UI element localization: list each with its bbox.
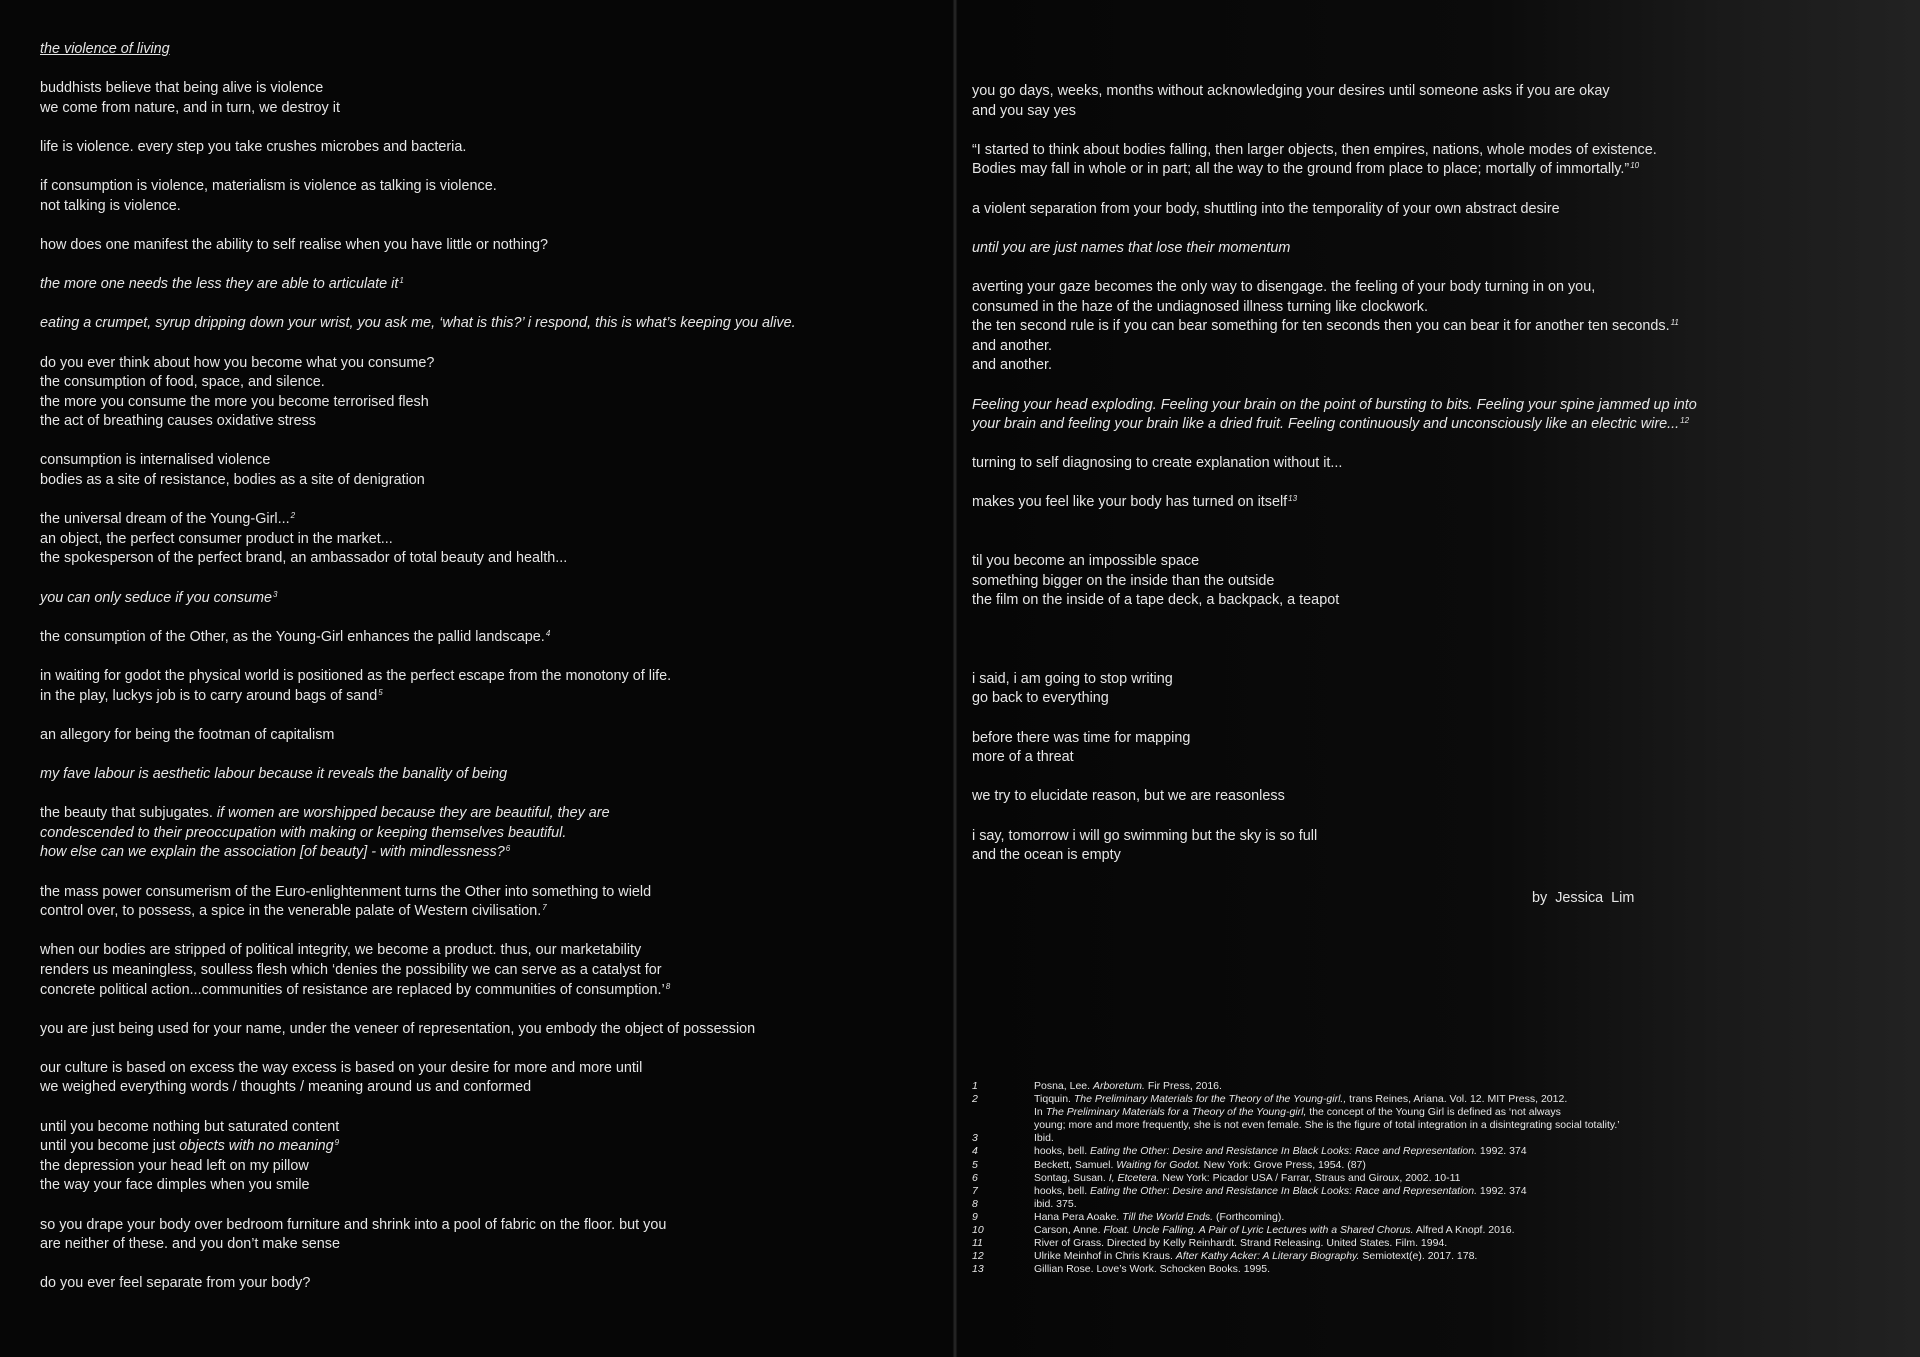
stanza-text: the beauty that subjugates. bbox=[40, 805, 217, 822]
stanza bbox=[40, 1274, 920, 1294]
stanza-text: buddhists believe that being alive is violence we come from nature, and in turn, we destroy it bbox=[40, 80, 340, 116]
footnote-title: The Preliminary Materials for the Theory of the Young-girl., bbox=[1073, 1093, 1347, 1106]
footnote-text bbox=[1034, 1145, 1872, 1158]
stanza bbox=[972, 278, 1892, 376]
stanza-text: “I started to think about bodies falling, then larger objects, then empires, nations, whole modes of existence. Bodies may fall in whole or in part; all the way to the ground from place to place; mortally of immortally.” bbox=[972, 141, 1657, 178]
footnote-row bbox=[972, 1159, 1872, 1172]
stanza bbox=[40, 1216, 920, 1255]
stanza bbox=[40, 1118, 920, 1196]
footnote-text-start: In bbox=[1034, 1106, 1046, 1119]
stanza-text: i said, i am going to stop writing go back to everything bbox=[972, 670, 1173, 707]
stanza bbox=[40, 177, 920, 216]
stanza bbox=[972, 729, 1892, 768]
stanza-text: an allegory for being the footman of capitalism bbox=[40, 726, 335, 743]
stanza-text: do you ever think about how you become what you consume? the consumption of food, space, and silence. the more you consume the more you become terrorised flesh the act of breathing causes oxidative stress bbox=[40, 354, 435, 430]
footnote-title: Eating the Other: Desire and Resistance In Black Looks: Race and Representation. bbox=[1090, 1184, 1478, 1197]
stanza-text: so you drape your body over bedroom furniture and shrink into a pool of fabric on the floor. but you are neither of these. and you don’t make sense bbox=[40, 1216, 667, 1253]
footnote-text bbox=[1034, 1198, 1872, 1211]
footnote-text bbox=[1034, 1211, 1872, 1224]
stanza-text: averting your gaze becomes the only way to disengage. the feeling of your body turning in on you, consumed in the haze of the undiagnosed illness turning like clockwork. the ten second rule is if you can bear something for ten seconds then you can bear it for another ten seconds. bbox=[972, 278, 1670, 335]
footnote-marker: 7 bbox=[542, 903, 547, 913]
stanza-text: i say, tomorrow i will go swimming but the sky is so full and the ocean is empty bbox=[972, 827, 1318, 864]
stanza-text: until you are just names that lose their momentum bbox=[972, 239, 1291, 256]
footnote-text bbox=[1034, 1132, 1872, 1145]
footnote-marker: 6 bbox=[505, 844, 511, 854]
stanza bbox=[972, 200, 1892, 220]
footnote-number: 9 bbox=[972, 1210, 978, 1223]
stanza-text: before there was time for mapping more of a threat bbox=[972, 729, 1191, 766]
footnote-number: 8 bbox=[972, 1197, 978, 1210]
stanza bbox=[972, 396, 1892, 435]
stanza bbox=[40, 236, 920, 256]
stanza-text: eating a crumpet, syrup dripping down your wrist, you ask me, ‘what is this?’ i respond, this is what’s keeping you alive. bbox=[40, 315, 796, 332]
footnote-number bbox=[972, 1119, 1034, 1132]
footnote-row bbox=[972, 1211, 1872, 1224]
footnote-number: 12 bbox=[972, 1250, 984, 1263]
footnote-text-end: trans Reines, Ariana. Vol. 12. MIT Press, 2012. bbox=[1346, 1093, 1568, 1106]
stanza-text: my fave labour is aesthetic labour because it reveals the banality of being bbox=[40, 765, 508, 782]
footnote-text-start: ibid. 375. bbox=[1034, 1197, 1077, 1210]
stanza-text: when our bodies are stripped of political integrity, we become a product. thus, our marketability renders us meaningless, soulless flesh which ‘denies the possibility we can serve as a catalyst for concrete political action...communities of resistance are replaced by communities of consumption.’ bbox=[40, 942, 665, 998]
stanza-text: you go days, weeks, months without acknowledging your desires until someone asks if you are okay and you say yes bbox=[972, 83, 1610, 119]
footnote-row bbox=[972, 1224, 1872, 1237]
footnote-number: 7 bbox=[972, 1184, 978, 1197]
stanza bbox=[40, 883, 920, 922]
footnote-row bbox=[972, 1172, 1872, 1185]
stanza bbox=[40, 667, 920, 706]
stanza bbox=[40, 354, 920, 432]
footnote-marker: 3 bbox=[273, 589, 278, 599]
footnote-text-end: Semiotext(e). 2017. 178. bbox=[1359, 1250, 1478, 1263]
footnote-title: The Preliminary Materials for a Theory of the Young-girl, bbox=[1045, 1106, 1307, 1119]
stanza bbox=[972, 82, 1892, 121]
footnote-text bbox=[1034, 1119, 1872, 1132]
footnote-number: 6 bbox=[972, 1171, 978, 1184]
footnote-text-start: Tiqquin. bbox=[1034, 1093, 1074, 1106]
stanza bbox=[972, 141, 1892, 180]
author-credit: by Jessica Lim bbox=[1532, 890, 1635, 906]
footnote-text-start: Carson, Anne. bbox=[1034, 1224, 1104, 1237]
stanza-text: do you ever feel separate from your body? bbox=[40, 1275, 311, 1292]
stanza bbox=[40, 314, 920, 334]
footnote-row bbox=[972, 1250, 1872, 1263]
footnote-row bbox=[972, 1198, 1872, 1211]
footnote-text-end: the concept of the Young Girl is defined as ‘not always bbox=[1306, 1106, 1561, 1119]
stanza-text: we try to elucidate reason, but we are reasonless bbox=[972, 788, 1285, 805]
stanza bbox=[40, 589, 920, 609]
footnote-row bbox=[972, 1093, 1872, 1106]
footnote-row bbox=[972, 1145, 1872, 1158]
stanza-text: turning to self diagnosing to create explanation without it... bbox=[972, 455, 1343, 472]
footnote-marker: 11 bbox=[1670, 318, 1679, 328]
footnote-text bbox=[1034, 1224, 1872, 1237]
footnote-row bbox=[972, 1185, 1872, 1198]
footnote-text-end: 1992. 374 bbox=[1477, 1145, 1527, 1158]
left-page bbox=[0, 0, 952, 1357]
stanza bbox=[972, 239, 1892, 259]
footnote-text bbox=[1034, 1250, 1872, 1263]
footnote-text-start: young; more and more frequently, she is not even female. She is the figure of total integration in a disintegrating social totality.’ bbox=[1034, 1119, 1620, 1132]
stanza bbox=[972, 454, 1892, 474]
footnote-text-end: (Forthcoming). bbox=[1213, 1210, 1285, 1223]
footnote-text-start: Gillian Rose. Love’s Work. Schocken Books. 1995. bbox=[1034, 1263, 1270, 1276]
stanza-text: how does one manifest the ability to self realise when you have little or nothing? bbox=[40, 236, 548, 253]
stanza-text: if consumption is violence, materialism is violence as talking is violence. not talking is violence. bbox=[40, 178, 497, 214]
footnote-marker: 9 bbox=[334, 1138, 340, 1148]
footnote-marker: 10 bbox=[1630, 161, 1640, 171]
right-column bbox=[972, 82, 1892, 885]
stanza bbox=[40, 804, 920, 863]
footnote-marker: 4 bbox=[545, 628, 551, 638]
footnote-row bbox=[972, 1132, 1872, 1145]
left-column bbox=[40, 40, 920, 1314]
stanza-text: a violent separation from your body, shuttling into the temporality of your own abstract desire bbox=[972, 200, 1560, 217]
stanza-text: until you become nothing but saturated content until you become just bbox=[40, 1118, 340, 1155]
footnote-text bbox=[1034, 1172, 1872, 1185]
footnote-text bbox=[1034, 1093, 1872, 1106]
footnote-text-end: Alfred A Knopf. 2016. bbox=[1413, 1224, 1515, 1237]
stanza-text: consumption is internalised violence bodies as a site of resistance, bodies as a site of denigration bbox=[40, 452, 425, 489]
footnote-number: 10 bbox=[972, 1224, 984, 1237]
footnote-number: 11 bbox=[972, 1237, 983, 1250]
stanza bbox=[40, 79, 920, 118]
footnote-text-start: Ulrike Meinhof in Chris Kraus. bbox=[1034, 1250, 1176, 1263]
stanza bbox=[972, 827, 1892, 866]
stanza bbox=[40, 941, 920, 1000]
footnote-row bbox=[972, 1237, 1872, 1250]
footnote-marker: 5 bbox=[378, 687, 383, 697]
footnote-row bbox=[972, 1080, 1872, 1093]
stanza-text: our culture is based on excess the way excess is based on your desire for more and more until we weighed everything words / thoughts / meaning around us and conformed bbox=[40, 1059, 643, 1096]
footnote-text-start: hooks, bell. bbox=[1034, 1145, 1091, 1158]
stanza-text-continued: an object, the perfect consumer product in the market... the spokesperson of the perfect brand, an ambassador of total beauty and health... bbox=[40, 530, 568, 567]
footnote-row bbox=[972, 1263, 1872, 1276]
footnote-text-end: New York: Grove Press, 1954. (87) bbox=[1200, 1158, 1366, 1171]
stanza-text: in waiting for godot the physical world is positioned as the perfect escape from the monotony of life. in the play, luckys job is to carry around bags of sand bbox=[40, 668, 672, 704]
footnote-text-start: Ibid. bbox=[1034, 1132, 1054, 1145]
right-page bbox=[958, 0, 1920, 1357]
footnote-text bbox=[1034, 1263, 1872, 1276]
footnote-text bbox=[1034, 1080, 1872, 1093]
stanza bbox=[972, 670, 1892, 709]
footnote-title: I, Etcetera. bbox=[1108, 1171, 1160, 1184]
footnote-title: Float. Uncle Falling. A Pair of Lyric Lectures with a Shared Chorus. bbox=[1103, 1224, 1414, 1237]
stanza-text: you are just being used for your name, under the veneer of representation, you embody the object of possession bbox=[40, 1020, 756, 1037]
stanza bbox=[972, 493, 1892, 513]
stanza bbox=[972, 552, 1892, 611]
stanza bbox=[40, 628, 920, 648]
footnote-text-start: hooks, bell. bbox=[1034, 1184, 1091, 1197]
footnote-text bbox=[1034, 1159, 1872, 1172]
footnote-text-start: Beckett, Samuel. bbox=[1034, 1158, 1117, 1171]
stanza-text-continued: the depression your head left on my pillow the way your face dimples when you smile bbox=[40, 1157, 310, 1194]
stanza-text: til you become an impossible space something bigger on the inside than the outside the film on the inside of a tape deck, a backpack, a teapot bbox=[972, 553, 1340, 609]
footnote-number: 1 bbox=[972, 1080, 978, 1092]
stanza bbox=[972, 787, 1892, 807]
stanza bbox=[40, 1020, 920, 1040]
footnote-number bbox=[972, 1106, 1034, 1119]
stanza-text: the more one needs the less they are able to articulate it bbox=[40, 276, 399, 293]
footnote-text-end: Fir Press, 2016. bbox=[1144, 1080, 1222, 1092]
stanza bbox=[40, 726, 920, 746]
stanza-text: life is violence. every step you take crushes microbes and bacteria. bbox=[40, 138, 467, 155]
footnote-text bbox=[1034, 1106, 1872, 1119]
stanza-text-continued: and another. and another. bbox=[972, 337, 1053, 374]
footnote-text bbox=[1034, 1237, 1872, 1250]
stanza bbox=[40, 451, 920, 490]
footnote-text-start: Sontag, Susan. bbox=[1034, 1171, 1109, 1184]
footnote-title: Arboretum. bbox=[1092, 1080, 1145, 1092]
stanza-text: the universal dream of the Young-Girl... bbox=[40, 511, 290, 528]
footnote-title: Waiting for Godot. bbox=[1116, 1158, 1201, 1171]
footnote-text-end: 1992. 374 bbox=[1477, 1184, 1527, 1197]
stanza-italic-text: objects with no meaning bbox=[179, 1138, 334, 1155]
footnote-text-start: Hana Pera Aoake. bbox=[1034, 1210, 1123, 1223]
footnote-text-start: River of Grass. Directed by Kelly Reinhardt. Strand Releasing. United States. Film. 1994. bbox=[1034, 1237, 1448, 1250]
footnote-title: Eating the Other: Desire and Resistance In Black Looks: Race and Representation. bbox=[1090, 1145, 1478, 1158]
stanza bbox=[40, 765, 920, 785]
poem-title: the violence of living bbox=[40, 41, 170, 57]
footnote-row bbox=[972, 1119, 1872, 1132]
footnotes bbox=[972, 1080, 1872, 1276]
stanza-italic-text: if women are worshipped because they are beautiful, they are condescended to their preoccupation with making or keeping themselves beautiful. how else can we explain the association [of beauty] - with mindlessness? bbox=[40, 805, 610, 861]
footnote-number: 13 bbox=[972, 1263, 984, 1276]
footnote-marker: 2 bbox=[290, 511, 296, 521]
footnote-text-start: Posna, Lee. bbox=[1034, 1080, 1093, 1092]
stanza-text: Feeling your head exploding. Feeling your brain on the point of bursting to bits. Feeling your spine jammed up into your brain and feeling your brain like a dried fruit. Feeling continuously and unconsciously like an electric wire... bbox=[972, 396, 1697, 433]
footnote-title: Till the World Ends. bbox=[1122, 1210, 1214, 1223]
footnote-marker: 13 bbox=[1288, 494, 1298, 504]
stanza-text: the consumption of the Other, as the Young-Girl enhances the pallid landscape. bbox=[40, 628, 545, 645]
footnote-marker: 1 bbox=[399, 276, 404, 286]
footnote-number: 5 bbox=[972, 1158, 978, 1171]
stanza-text: you can only seduce if you consume bbox=[40, 589, 272, 606]
stanza bbox=[40, 510, 920, 569]
footnote-number: 4 bbox=[972, 1145, 978, 1158]
stanza-text: the mass power consumerism of the Euro-enlightenment turns the Other into something to wield control over, to possess, a spice in the venerable palate of Western civilisation. bbox=[40, 883, 652, 920]
stanza bbox=[40, 275, 920, 295]
left-paragraphs bbox=[40, 79, 920, 1294]
stanza bbox=[40, 1059, 920, 1098]
footnote-number: 2 bbox=[972, 1093, 978, 1106]
footnote-marker: 8 bbox=[665, 981, 671, 991]
footnote-marker: 12 bbox=[1680, 416, 1690, 426]
footnote-row bbox=[972, 1106, 1872, 1119]
footnote-text bbox=[1034, 1185, 1872, 1198]
stanza bbox=[40, 138, 920, 158]
footnote-number: 3 bbox=[972, 1132, 978, 1145]
footnote-title: After Kathy Acker: A Literary Biography. bbox=[1175, 1250, 1360, 1263]
footnote-text-end: New York: Picador USA / Farrar, Straus and Giroux, 2002. 10-11 bbox=[1159, 1171, 1461, 1184]
right-paragraphs bbox=[972, 82, 1892, 866]
stanza-text: makes you feel like your body has turned on itself bbox=[972, 494, 1288, 511]
